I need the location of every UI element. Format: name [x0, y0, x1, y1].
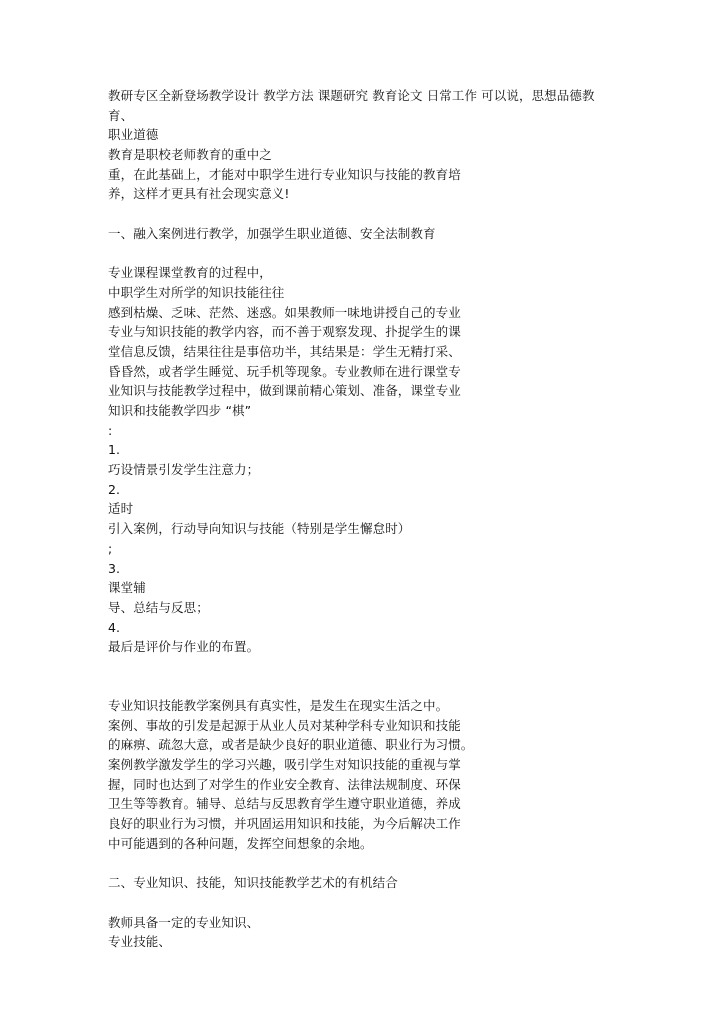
spacer [108, 244, 653, 264]
text-line: 中职学生对所学的知识技能往往 [108, 284, 285, 300]
step-number: 1. [108, 442, 121, 458]
text-line: 专业知识技能教学案例具有真实性，是发生在现实生活之中。 [108, 697, 449, 713]
text-line: 重，在此基础上，才能对中职学生进行专业知识与技能的教育培 [108, 166, 461, 182]
section1-paragraph [108, 263, 653, 440]
spacer [108, 893, 653, 913]
step-text: ; [108, 540, 113, 556]
text-line: 育、 [108, 107, 134, 123]
spacer [108, 204, 653, 224]
text-line: 业知识与技能教学过程中，做到课前精心策划、准备，课堂专业 [108, 383, 461, 399]
step-text: 最后是评价与作业的布置。 [108, 639, 260, 655]
step-number: 3. [108, 560, 121, 576]
text-line: 案例教学激发学生的学习兴趣，吸引学生对知识技能的重视与掌 [108, 757, 461, 772]
text-line: 专业技能、 [108, 934, 172, 950]
step-text: 导、总结与反思； [108, 599, 209, 615]
text-line: 卫生等等教育。辅导、总结与反思教育学生遵守职业道德，养成 [108, 796, 461, 812]
step-text: 适时 [108, 501, 134, 517]
text-line: 教育是职校老师教育的重中之 [108, 147, 272, 163]
text-line: 感到枯燥、乏味、茫然、迷惑。如果教师一味地讲授自己的专业 [108, 304, 461, 320]
text-line: 的麻痹、疏忽大意，或者是缺少良好的职业道德、职业行为习惯。 [108, 737, 474, 753]
text-line: 知识和技能教学四步 “棋” [108, 403, 252, 418]
spacer [108, 853, 653, 873]
text-line: 堂信息反馈，结果往往是事倍功半，其结果是：学生无精打采、 [108, 343, 461, 359]
step-text: 课堂辅 [108, 580, 146, 596]
section2-paragraph [108, 913, 653, 952]
section1-closing-paragraph [108, 696, 653, 854]
spacer [108, 657, 653, 696]
intro-paragraph [108, 86, 653, 204]
step-text: 引入案例，行动导向知识与技能（特别是学生懈怠时） [108, 521, 411, 537]
text-line: 良好的职业行为习惯，并巩固运用知识和技能，为今后解决工作 [108, 816, 461, 832]
text-line: 案例、事故的引发是起源于从业人员对某种学科专业知识和技能 [108, 717, 461, 733]
step-text: 巧设情景引发学生注意力； [108, 462, 260, 478]
text-line: 教研专区全新登场教学设计 教学方法 课题研究 教育论文 日常工作 可以说，思想品德教 [108, 88, 595, 103]
four-steps-list [108, 440, 653, 657]
step-number: 2. [108, 481, 121, 497]
text-line: 昏昏然，或者学生睡觉、玩手机等现象。专业教师在进行课堂专 [108, 363, 461, 379]
text-line: : [108, 422, 113, 438]
text-line: 中可能遇到的各种问题，发挥空间想象的余地。 [108, 835, 373, 851]
text-line: 专业课程课堂教育的过程中， [108, 265, 272, 281]
document-page [108, 86, 653, 952]
text-line: 职业道德 [108, 127, 159, 143]
text-line: 专业与知识技能的教学内容，而不善于观察发现、扑捉学生的课 [108, 324, 461, 340]
text-line: 教师具备一定的专业知识、 [108, 914, 260, 930]
section-heading-2: 二、专业知识、技能，知识技能教学艺术的有机结合 [108, 875, 398, 891]
text-line: 养，这样才更具有社会现实意义! [108, 186, 290, 202]
step-number: 4. [108, 619, 121, 635]
section-heading-1: 一、融入案例进行教学，加强学生职业道德、安全法制教育 [108, 225, 436, 241]
text-line: 握，同时也达到了对学生的作业安全教育、法律法规制度、环保 [108, 776, 461, 792]
